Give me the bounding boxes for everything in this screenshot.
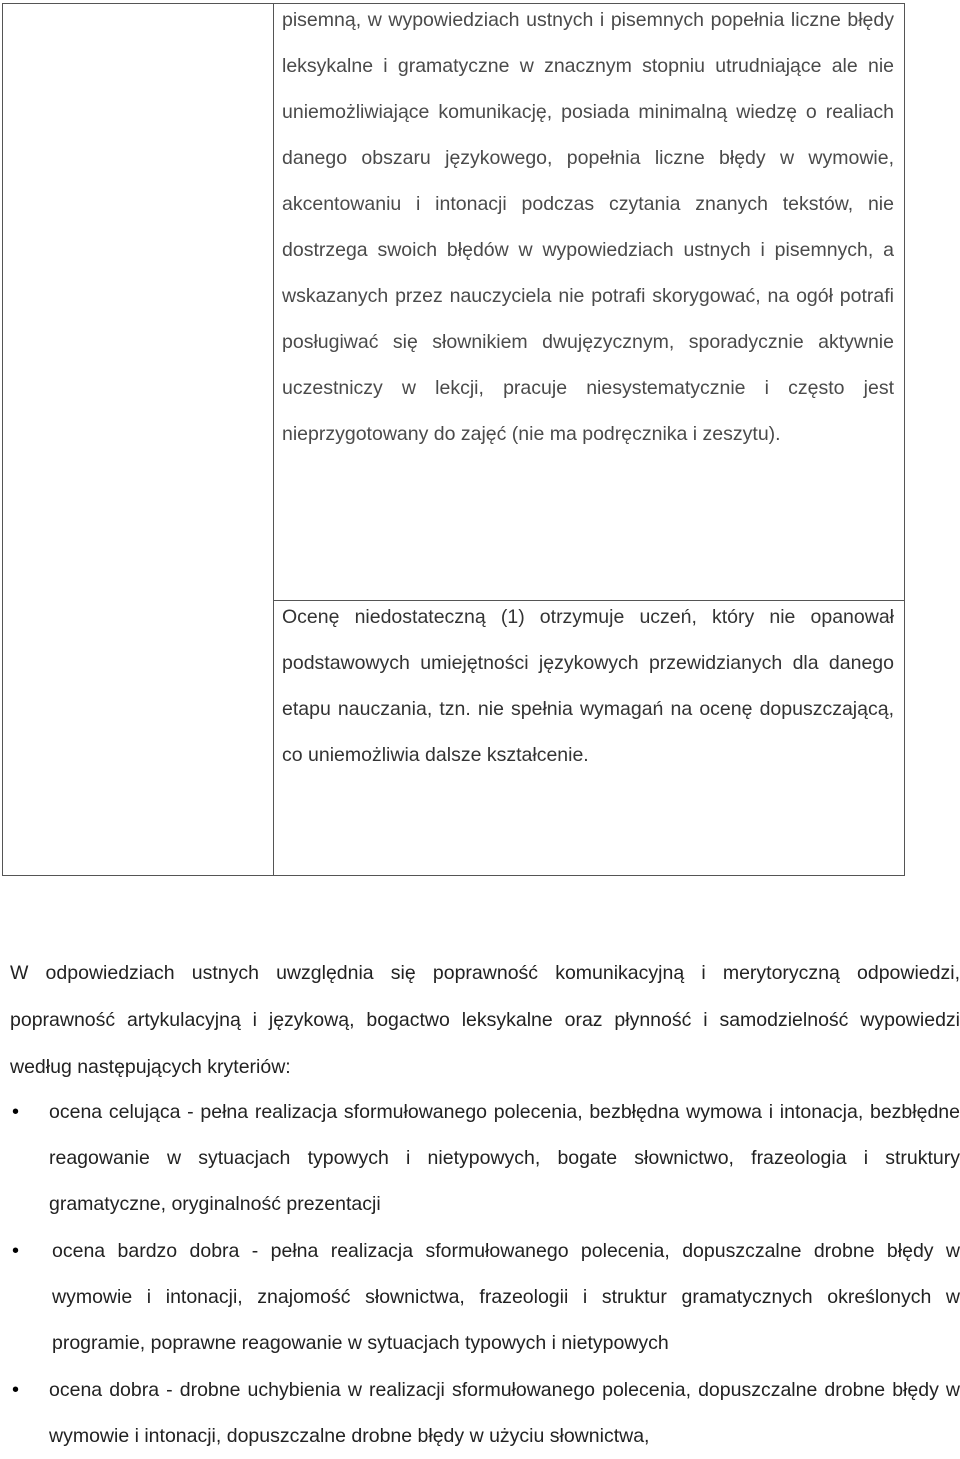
table-column-divider xyxy=(273,4,274,875)
table-cell-continuation: pisemną, w wypowiedziach ustnych i pisemnych popełnia liczne błędy leksykalne i gramatyczne w znacznym stopniu utrudniające ale nie uniemożliwiające komunikację, posiada minimalną wiedzę o realiach danego obszaru językowego, popełnia liczne błędy w wymowie, akcentowaniu i intonacji podczas czytania znanych tekstów, nie dostrzega swoich błędów w wypowiedziach ustnych i pisemnych, a wskazanych przez nauczyciela nie potrafi skorygować, na ogół potrafi posługiwać się słownikiem dwujęzycznym, sporadycznie aktywnie uczestniczy w lekcji, pracuje niesystematycznie i często jest nieprzygotowany do zajęć (nie ma podręcznika i zeszytu). xyxy=(282,9,894,445)
criteria-intro-paragraph: W odpowiedziach ustnych uwzględnia się poprawność komunikacyjną i merytoryczną odpowiedzi, poprawność artykulacyjną i językową, bogactwo leksykalne oraz płynność i samodzielność wypowiedzi według następujących kryteriów: xyxy=(10,962,960,1078)
criterion-text: ocena dobra - drobne uchybienia w realizacji sformułowanego polecenia, dopuszczalne drobne błędy w wymowie i intonacji, dopuszczalne drobne błędy w użyciu słownictwa, xyxy=(49,1379,960,1447)
criterion-text: ocena celująca - pełna realizacja sformułowanego polecenia, bezbłędna wymowa i intonacja, bezbłędne reagowanie w sytuacjach typowych i nietypowych, bogate słownictwo, frazeologia i struktury gramatyczne, oryginalność prezentacji xyxy=(49,1101,960,1215)
bullet-icon: • xyxy=(12,1379,20,1401)
bullet-icon: • xyxy=(12,1101,20,1123)
criterion-text: ocena bardzo dobra - pełna realizacja sformułowanego polecenia, dopuszczalne drobne błędy w wymowie i intonacji, znajomość słownictwa, frazeologii i struktur gramatycznych określonych w programie, poprawne reagowanie w sytuacjach typowych i nietypowych xyxy=(52,1240,960,1354)
bullet-icon: • xyxy=(12,1240,20,1262)
table-cell-niedostateczna: Ocenę niedostateczną (1) otrzymuje uczeń, który nie opanował podstawowych umiejętności językowych przewidzianych dla danego etapu nauczania, tzn. nie spełnia wymagań na ocenę dopuszczającą, co uniemożliwia dalsze kształcenie. xyxy=(282,606,894,766)
